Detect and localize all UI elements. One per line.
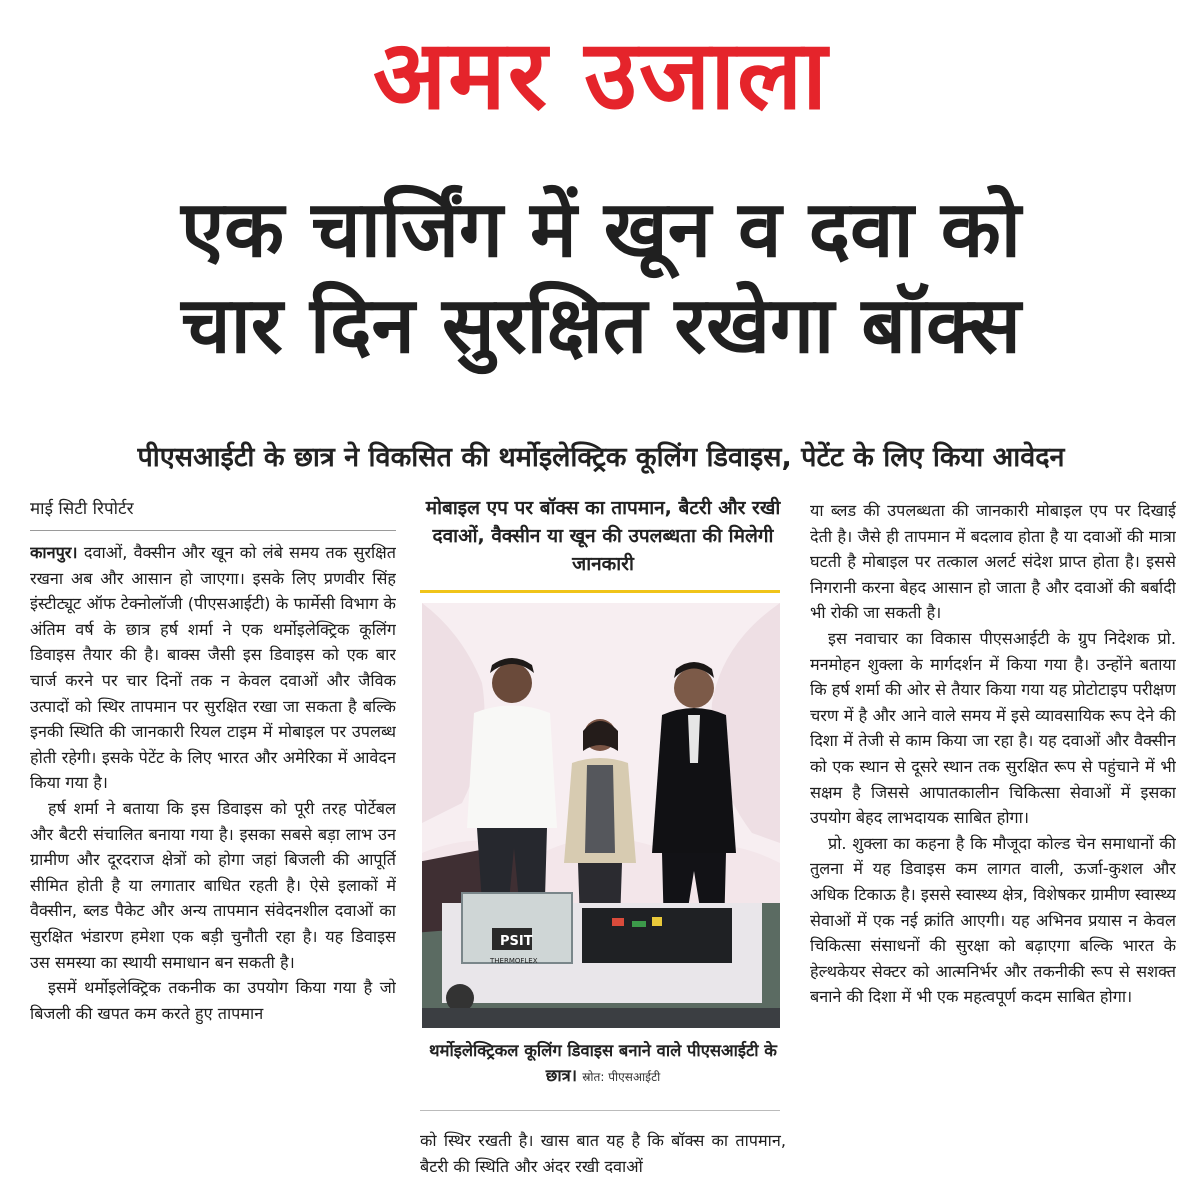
article-column-right <box>810 498 1176 1178</box>
caption-text: थर्मोइलेक्ट्रिकल कूलिंग डिवाइस बनाने वाले पीएसआईटी के छात्र। <box>429 1041 777 1085</box>
headline <box>20 182 1182 374</box>
article-paragraph: या ब्लड की उपलब्धता की जानकारी मोबाइल एप पर दिखाई देती है। जैसे ही तापमान में बदलाव होता है या दवाओं की मात्रा घटती है मोबाइल पर तत्काल अलर्ट संदेश प्राप्त होता है। इससे निगरानी करना बेहद आसान हो जाता है और दवाओं की बर्बादी भी रोकी जा सकती है। <box>810 501 1176 623</box>
article-paragraph: हर्ष शर्मा ने बताया कि इस डिवाइस को पूरी तरह पोर्टेबल और बैटरी संचालित बनाया गया है। इसका सबसे बड़ा लाभ उन ग्रामीण और दूरदराज क्षेत्रों को होगा जहां बिजली की आपूर्ति सीमित होती है या लगातार बाधित रहती है। ऐसे इलाकों में वैक्सीन, ब्लड पैकेट और अन्य तापमान संवेदनशील दवाओं का सुरक्षित भंडारण हमेशा एक बड़ी चुनौती रहा है। यह डिवाइस उस समस्या का स्थायी समाधान बन सकती है। <box>30 798 396 972</box>
article-paragraph: इसमें थर्मोइलेक्ट्रिक तकनीक का उपयोग किया गया है जो बिजली की खपत कम करते हुए तापमान <box>30 978 396 1023</box>
callout-divider <box>420 590 780 593</box>
masthead <box>0 0 1202 150</box>
dateline-place: कानपुर। <box>30 543 78 562</box>
newspaper-logo: अमर उजाला <box>372 19 830 131</box>
byline: माई सिटी रिपोर्टर <box>30 496 396 531</box>
photo-credit: स्रोत: पीएसआईटी <box>582 1070 661 1084</box>
photo-caption <box>420 1038 786 1090</box>
article-paragraph: इस नवाचार का विकास पीएसआईटी के ग्रुप निदेशक प्रो. मनमोहन शुक्ला के मार्गदर्शन में किया गया है। उन्होंने बताया कि हर्ष शर्मा की ओर से तैयार किया गया यह प्रोटोटाइप परीक्षण चरण में है और आने वाले समय में इसे व्यावसायिक रूप देने की दिशा में तेजी से काम किया जा रहा है। यह दवाओं और वैक्सीन को एक स्थान से दूसरे स्थान तक सुरक्षित रूप से पहुंचाने में भी सक्षम है जिससे आपातकालीन चिकित्सा सेवाओं में इसका उपयोग बेहद लाभदायक साबित होगा। <box>810 628 1176 828</box>
callout-quote: मोबाइल एप पर बॉक्स का तापमान, बैटरी और रखी दवाओं, वैक्सीन या खून की उपलब्धता की मिलेगी जानकारी <box>425 497 781 575</box>
article-paragraph: प्रो. शुक्ला का कहना है कि मौजूदा कोल्ड चेन समाधानों की तुलना में यह डिवाइस कम लागत वाली, ऊर्जा-कुशल और अधिक टिकाऊ है। इससे स्वास्थ्य क्षेत्र, विशेषकर ग्रामीण स्वास्थ्य सेवाओं में एक नई क्रांति आएगी। यह अभिनव प्रयास न केवल चिकित्सा संसाधनों की सुरक्षा को बढ़ाएगा बल्कि भारत के हेल्थकेयर सेक्टर को आत्मनिर्भर और तकनीकी रूप से सशक्त बनाने की दिशा में भी एक महत्वपूर्ण कदम साबित होगा। <box>810 833 1176 1007</box>
device-sublabel: THERMOFLEX <box>490 957 538 965</box>
device-label: PSIT <box>500 934 533 949</box>
headline-line-1: एक चार्जिंग में खून व दवा को <box>181 185 1021 275</box>
headline-line-2: चार दिन सुरक्षित रखेगा बॉक्स <box>181 281 1021 371</box>
caption-divider <box>420 1110 780 1111</box>
article-column-middle <box>420 1128 786 1184</box>
article-paragraph: को स्थिर रखती है। खास बात यह है कि बॉक्स का तापमान, बैटरी की स्थिति और अंदर रखी दवाओं <box>420 1131 786 1176</box>
article-column-left <box>30 540 396 1180</box>
article-paragraph <box>30 540 396 796</box>
subheadline: पीएसआईटी के छात्र ने विकसित की थर्मोइलेक्ट्रिक कूलिंग डिवाइस, पेटेंट के लिए किया आवेदन <box>137 442 1065 473</box>
news-photo <box>422 603 780 1028</box>
article-text: दवाओं, वैक्सीन और खून को लंबे समय तक सुरक्षित रखना अब और आसान हो जाएगा। इसके लिए प्रणवीर सिंह इंस्टीट्यूट ऑफ टेक्नोलॉजी (पीएसआईटी) के फार्मेसी विभाग के अंतिम वर्ष के छात्र हर्ष शर्मा ने एक थर्मोइलेक्ट्रिक कूलिंग डिवाइस तैयार की है। बाक्स जैसी इस डिवाइस को एक बार चार्ज करने पर चार दिनों तक न केवल दवाओं और जैविक उत्पादों को स्थिर तापमान पर सुरक्षित रखा जा सकता है बल्कि इनकी स्थिति की जानकारी रियल टाइम में मोबाइल पर उपलब्ध होती रहेगी। इसके पेटेंट के लिए भारत और अमेरिका में आवेदन किया गया है। <box>30 543 396 793</box>
